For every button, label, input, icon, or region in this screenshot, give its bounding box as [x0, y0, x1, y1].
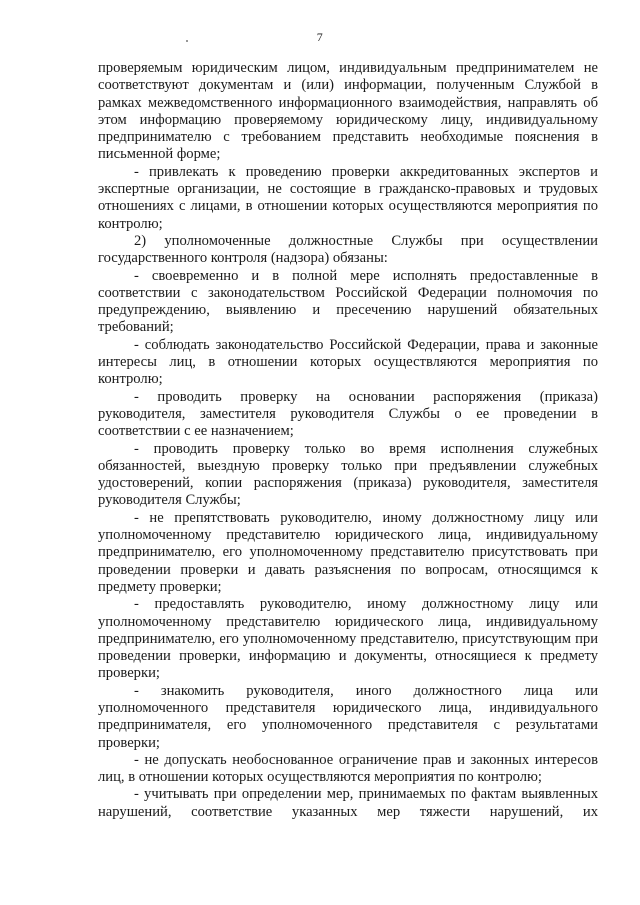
document-body	[98, 60, 598, 821]
paragraph-observe-law: - соблюдать законодательство Российской Федерации, права и законные интересы лиц, в отношении которых осуществляются мероприятия по контролю;	[98, 336, 598, 388]
paragraph-continuation: проверяемым юридическим лицом, индивидуальным предпринимателем не соответствуют документам и (или) информации, полученным Службой в рамках межведомственного информационного взаимодействия, направлять об этом информацию проверяемому юридическому лицу, индивидуальному предпринимателю с требованием представить необходимые пояснения в письменной форме;	[98, 60, 598, 163]
paragraph-obligations-heading: 2) уполномоченные должностные Службы при осуществлении государственного контроля (надзора) обязаны:	[98, 232, 598, 267]
paragraph-no-obstruction: - не препятствовать руководителю, иному должностному лицу или уполномоченному представителю юридического лица, индивидуальному предпринимателю, его уполномоченному представителю присутствовать при проведении проверки и давать разъяснения по вопросам, относящимся к предмету проверки;	[98, 509, 598, 595]
paragraph-experts: - привлекать к проведению проверки аккредитованных экспертов и экспертные организации, не состоящие в гражданско-правовых и трудовых отношениях с лицами, в отношении которых осуществляются мероприятия по контролю;	[98, 163, 598, 232]
paragraph-order-basis: - проводить проверку на основании распоряжения (приказа) руководителя, заместителя руководителя Службы о ее проведении в соответствии с ее назначением;	[98, 388, 598, 440]
paragraph-no-restriction: - не допускать необоснованное ограничение прав и законных интересов лиц, в отношении которых осуществляются мероприятия по контролю;	[98, 751, 598, 786]
paragraph-proportionality: - учитывать при определении мер, принимаемых по фактам выявленных нарушений, соответствие указанных мер тяжести нарушений, их	[98, 786, 598, 820]
paragraph-timely-execution: - своевременно и в полной мере исполнять предоставленные в соответствии с законодательством Российской Федерации полномочия по предупреждению, выявлению и пресечению нарушений обязательных требований;	[98, 267, 598, 336]
paragraph-acquaint-results: - знакомить руководителя, иного должностного лица или уполномоченного представителя юридического лица, индивидуального предпринимателя, его уполномоченного представителя с результатами проверки;	[98, 682, 598, 751]
page-number: 7	[316, 30, 324, 44]
scan-speck	[186, 40, 188, 42]
paragraph-provide-info: - предоставлять руководителю, иному должностному лицу или уполномоченному представителю юридического лица, индивидуальному предпринимателю, его уполномоченному представителю, присутствующим при проведении проверки, информацию и документы, относящиеся к предмету проверки;	[98, 596, 598, 682]
paragraph-service-duties: - проводить проверку только во время исполнения служебных обязанностей, выездную проверку только при предъявлении служебных удостоверений, копии распоряжения (приказа) руководителя, заместителя руководителя Службы;	[98, 440, 598, 509]
